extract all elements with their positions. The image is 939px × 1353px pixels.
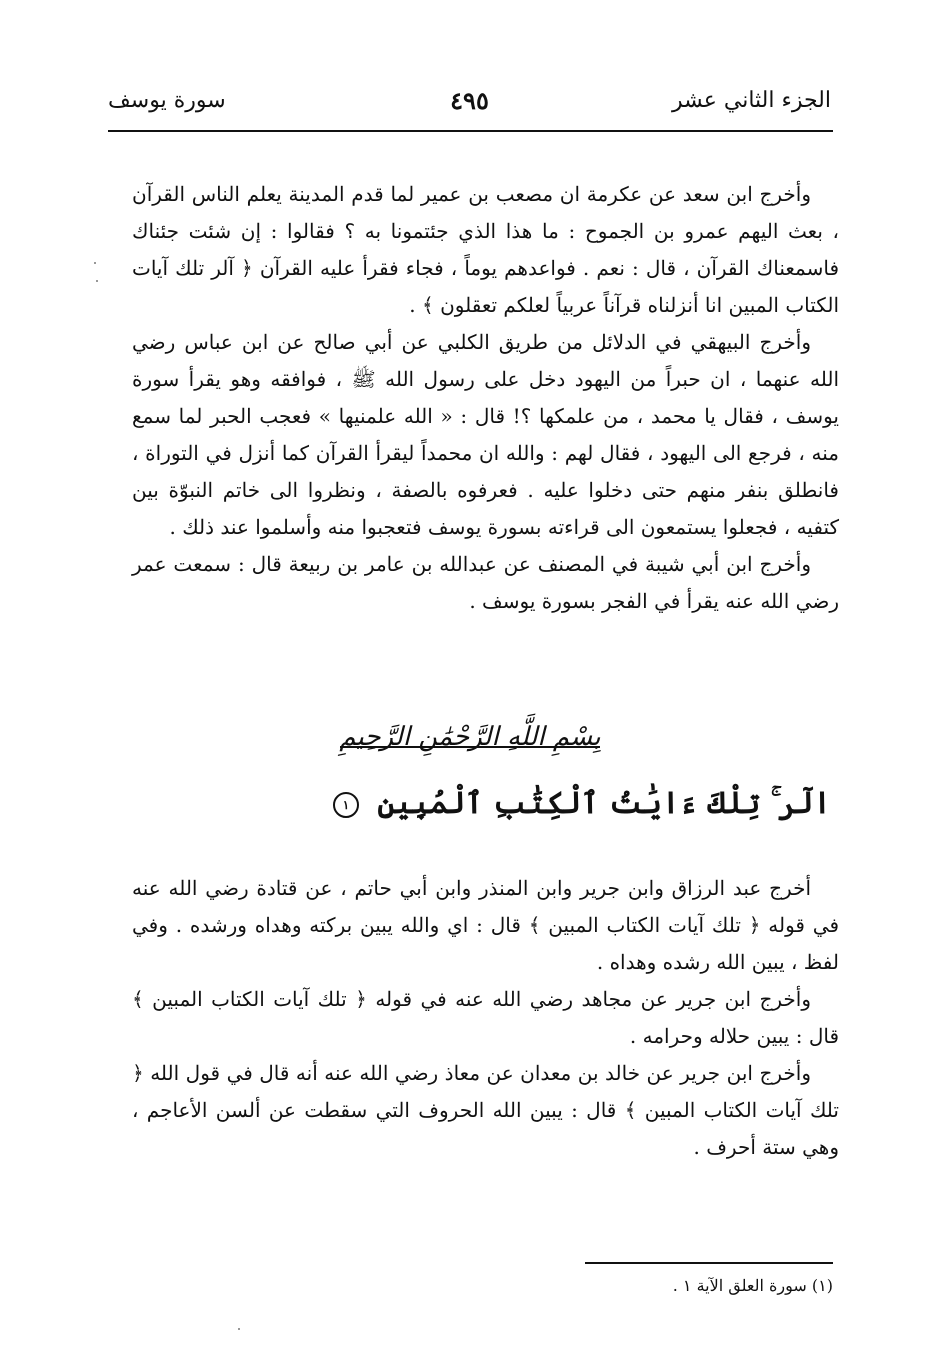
- surah-title: سورة يوسف: [108, 87, 226, 113]
- paragraph: وأخرج ابن جرير عن خالد بن معدان عن معاذ رضي الله عنه أنه قال في قول الله ﴿ تلك آيات الكتاب المبين ﴾ قال : يبين الله الحروف التي سقطت عن ألسن الأعاجم ، وهي ستة أحرف .: [132, 1061, 839, 1159]
- scan-speck: [238, 1328, 240, 1330]
- part-title: الجزء الثاني عشر: [672, 87, 831, 113]
- basmala-text: بِسْمِ اللَّهِ الرَّحْمَٰنِ الرَّحِيمِ: [339, 722, 601, 752]
- paragraph: وأخرج البيهقي في الدلائل من طريق الكلبي عن أبي صالح عن ابن عباس رضي الله عنهما ، ان حبراً من اليهود دخل على رسول الله ﷺ ، فوافقه وهو يقرأ سورة يوسف ، فقال يا محمد ، من علمكها ؟! قال : « الله علمنيها » فعجب الحبر لما سمع منه ، فرجع الى اليهود ، فقال لهم : والله ان محمداً ليقرأ القرآن كما أنزل في التوراة ، فانطلق بنفر منهم حتى دخلوا عليه . فعرفوه بالصفة ، ونظروا الى خاتم النبوّة بين كتفيه ، فجعلوا يستمعون الى قراءته بسورة يوسف فتعجبوا منه وأسلموا عند ذلك .: [132, 330, 839, 539]
- basmala: [300, 722, 640, 752]
- paragraph: وأخرج ابن أبي شيبة في المصنف عن عبدالله بن عامر بن ربيعة قال : سمعت عمر رضي الله عنه يقرأ في الفجر بسورة يوسف .: [132, 552, 839, 613]
- quran-verse-heading: [300, 786, 831, 821]
- paragraph: أخرج عبد الرزاق وابن جرير وابن المنذر وابن أبي حاتم ، عن قتادة رضي الله عنه في قوله ﴿ تلك آيات الكتاب المبين ﴾ قال : اي والله يبين بركته وهداه ورشده . وفي لفظ ، يبين الله رشده وهداه .: [132, 876, 839, 974]
- page-header: [108, 78, 831, 122]
- main-text-block: [132, 176, 839, 620]
- verse-number-marker: ١: [333, 792, 359, 818]
- header-rule: [108, 130, 833, 132]
- page-number: ٤٩٥: [450, 85, 489, 115]
- paragraph: وأخرج ابن جرير عن مجاهد رضي الله عنه في قوله ﴿ تلك آيات الكتاب المبين ﴾ قال : يبين حلاله وحرامه .: [132, 987, 839, 1048]
- scan-speck: [96, 280, 98, 282]
- verse-text: الٓر ۚ تِلْكَ ءَايَٰتُ ٱلْكِتَٰبِ ٱلْمُبِينِ: [377, 786, 831, 821]
- footnote: (١) سورة العلق الآية ١ .: [672, 1276, 833, 1295]
- scan-speck: [94, 262, 96, 264]
- footnote-rule: [585, 1262, 833, 1264]
- paragraph: وأخرج ابن سعد عن عكرمة ان مصعب بن عمير لما قدم المدينة يعلم الناس القرآن ، بعث اليهم عمرو بن الجموح : ما هذا الذي جئتمونا به ؟ فقالوا : إن شئت جئناك فاسمعناك القرآن ، قال : نعم . فواعدهم يوماً ، فجاء فقرأ عليه القرآن ﴿ آلر تلك آيات الكتاب المبين انا أنزلناه قرآناً عربياً لعلكم تعقلون ﴾ .: [132, 182, 839, 317]
- commentary-text-block: [132, 870, 839, 1166]
